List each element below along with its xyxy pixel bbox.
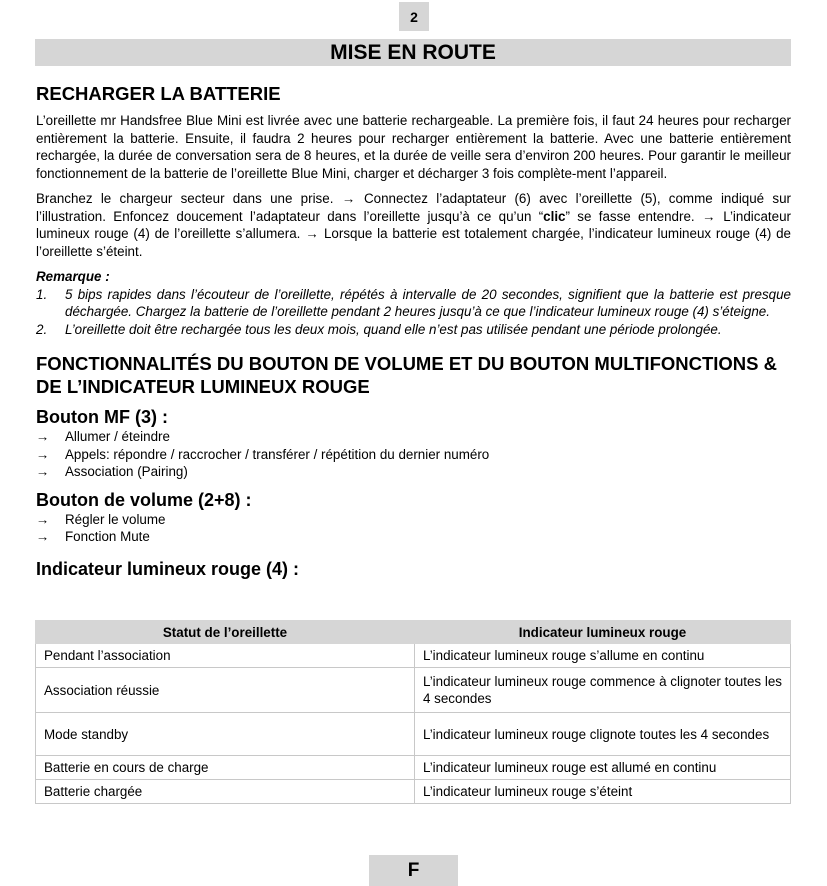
remark-list [36, 286, 791, 339]
list-item-text: Appels: répondre / raccrocher / transférer / répétition du dernier numéro [65, 446, 490, 462]
table-cell: Batterie chargée [36, 780, 415, 804]
mf-button-heading: Bouton MF (3) : [36, 407, 168, 427]
charging-step-2: Connectez l’adaptateur (6) avec l’oreillette (5), comme indiqué sur l’illustration. Enfoncez doucement l’adaptateur dans l’oreillette jusqu’à ce qu’un “ [36, 191, 791, 224]
table-header: Statut de l’oreillette [36, 621, 415, 644]
table-row [36, 780, 791, 804]
arrow-right-icon: → [305, 226, 319, 241]
table-cell: Pendant l’association [36, 644, 415, 668]
list-item-text: Fonction Mute [65, 529, 150, 545]
table-row [36, 756, 791, 780]
language-tab: F [369, 855, 458, 886]
arrow-right-icon: → [36, 529, 50, 545]
page-title: MISE EN ROUTE [35, 39, 791, 66]
list-item-text: Association (Pairing) [65, 464, 188, 480]
table-cell: L’indicateur lumineux rouge commence à clignoter toutes les 4 secondes [415, 668, 791, 713]
status-table [35, 620, 791, 804]
table-row [36, 713, 791, 756]
remark-item [36, 321, 791, 339]
mf-button-list [36, 428, 791, 481]
section-heading-buttons: FONCTIONNALITÉS DU BOUTON DE VOLUME ET DU BOUTON MULTIFONCTIONS & DE L’INDICATEUR LUMINEUX ROUGE [36, 353, 778, 397]
remark-number: 2. [36, 321, 48, 337]
list-item [36, 463, 791, 481]
volume-button-heading: Bouton de volume (2+8) : [36, 489, 252, 510]
table-cell: L’indicateur lumineux rouge s’allume en continu [415, 644, 791, 668]
charging-step-3: L’indicateur lumineux rouge (4) de l’oreillette s’allumera. [36, 208, 791, 241]
table-cell: Batterie en cours de charge [36, 756, 415, 780]
table-cell: L’indicateur lumineux rouge clignote toutes les 4 secondes [415, 713, 791, 756]
list-item [36, 446, 791, 464]
battery-paragraph: L’oreillette mr Handsfree Blue Mini est livrée avec une batterie rechargeable. La première fois, il faut 24 heures pour recharger entièrement la batterie. Ensuite, il faudra 2 heures pour recharger entièrement la batterie. Avec une batterie entièrement rechargée, la durée de conversation sera de 8 heures, et la durée de veille sera d’environ 200 heures. Pour garantir le meilleur fonctionnement de la batterie de l’oreillette Blue Mini, charger et décharger 3 fois complète-ment l’appareil. [36, 113, 791, 181]
list-item-text: Régler le volume [65, 511, 166, 527]
charging-step-2-end: ” se fasse entendre. [565, 208, 695, 224]
charging-step-4: Lorsque la batterie est totalement chargée, l’indicateur lumineux rouge (4) de l’oreillette s’éteint. [36, 226, 791, 259]
arrow-right-icon: → [36, 446, 50, 462]
section-heading-battery: RECHARGER LA BATTERIE [36, 83, 281, 104]
remark-text: 5 bips rapides dans l’écouteur de l’oreillette, répétés à intervalle de 20 secondes, signifient que la batterie est presque déchargée. Chargez la batterie de l’oreillette pendant 2 heures jusqu’à ce que l’indicateur lumineux rouge (4) s’éteigne. [65, 286, 791, 319]
charging-step-1: Branchez le chargeur secteur dans une prise. [36, 191, 334, 206]
list-item [36, 528, 791, 546]
table-row [36, 668, 791, 713]
arrow-right-icon: → [36, 464, 50, 480]
arrow-right-icon: → [341, 191, 356, 206]
table-cell: Association réussie [36, 668, 415, 713]
list-item [36, 428, 791, 446]
content [36, 82, 791, 580]
table-cell: Mode standby [36, 713, 415, 756]
indicator-heading: Indicateur lumineux rouge (4) : [36, 558, 300, 579]
arrow-right-icon: → [702, 208, 716, 224]
remark-number: 1. [36, 286, 48, 302]
list-item-text: Allumer / éteindre [65, 429, 170, 444]
volume-button-list [36, 511, 791, 546]
arrow-right-icon: → [36, 429, 50, 444]
table-cell: L’indicateur lumineux rouge est allumé en continu [415, 756, 791, 780]
table-header: Indicateur lumineux rouge [415, 621, 791, 644]
table-header-row [36, 621, 791, 644]
list-item [36, 511, 791, 529]
clic-word: clic [543, 208, 566, 224]
remark-text: L’oreillette doit être rechargée tous les deux mois, quand elle n’est pas utilisée pendant une période prolongée. [65, 321, 722, 337]
remark-title: Remarque : [36, 269, 110, 284]
page-number: 2 [399, 2, 429, 31]
charging-paragraph [36, 190, 791, 260]
arrow-right-icon: → [36, 511, 50, 527]
table-row [36, 644, 791, 668]
table-cell: L’indicateur lumineux rouge s’éteint [415, 780, 791, 804]
remark-item [36, 286, 791, 321]
